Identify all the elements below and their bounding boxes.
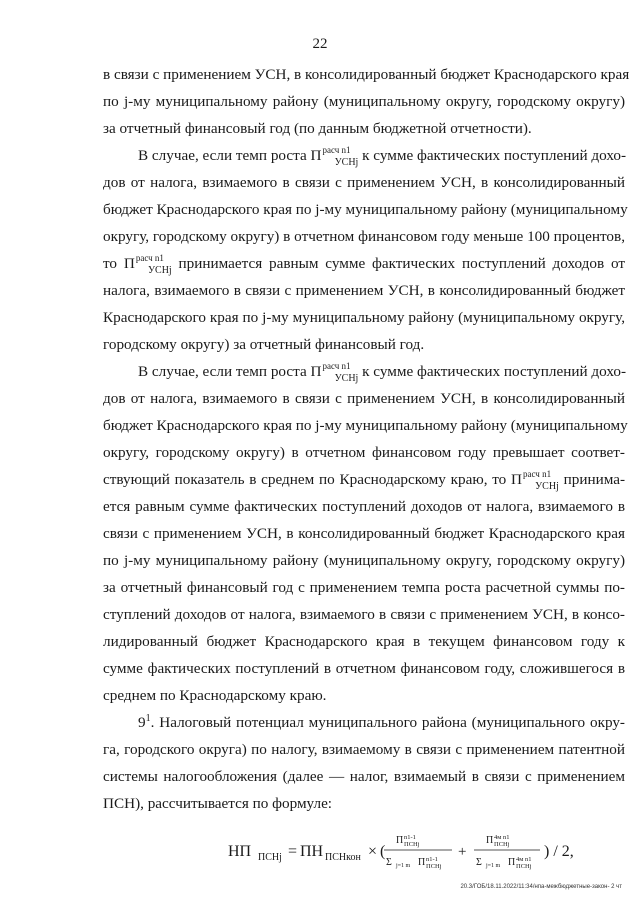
text-fragment: . Налоговый потенциал муниципального района (муниципального окру- (150, 714, 625, 731)
svg-text:n1-1: n1-1 (404, 834, 416, 841)
text-line: Краснодарского края по j-му муниципальному району (муниципальному округу, (103, 309, 625, 326)
text-line-with-symbol (103, 470, 625, 492)
formula-pn-sub: ПСНкон (325, 852, 361, 863)
formula-plus: + (458, 844, 467, 860)
text-fragment: ствующий показатель в среднем по Краснодарскому краю, то (103, 471, 507, 488)
svg-text:4м n1: 4м n1 (494, 834, 510, 841)
formula-np-psn (0, 828, 640, 878)
text-line: системы налогообложения (далее — налог, взимаемый в связи с применением (103, 768, 625, 785)
text-line: за отчетный финансовый год (по данным бюджетной отчетности). (103, 120, 532, 137)
text-line: среднем по Краснодарскому краю. (103, 687, 327, 704)
frac1-den-sum: Σ (386, 857, 392, 868)
svg-text:ПСНj: ПСНj (426, 863, 442, 870)
formula-lhs-sub: ПСНj (258, 852, 282, 863)
svg-text:ПСНj: ПСНj (494, 841, 510, 848)
svg-text:n1-1: n1-1 (426, 856, 438, 863)
footer-stamp: 20.3/ГОБ/18.11.2022/11:34/нпа-межбюджетные-закон- 2 чт (460, 884, 622, 890)
formula-times: × (368, 843, 378, 860)
text-line: связи с применением УСН, в консолидированный бюджет Краснодарского края (103, 525, 625, 542)
text-line: в связи с применением УСН, в консолидированный бюджет Краснодарского края (103, 66, 630, 83)
symbol-p-usn: $П^{расч n1}_{УСНj}$ (123, 253, 172, 276)
text-line: округу, городскому округу) в отчетном финансовом году меньше 100 процентов, (103, 228, 625, 245)
item-number: $9^1$ (138, 713, 151, 731)
text-line: лидированный бюджет Краснодарского края в текущем финансовом году к (103, 633, 625, 650)
symbol-p-usn: $П^{расч n1}_{УСНj}$ (310, 145, 359, 168)
svg-text:j=1 m: j=1 m (396, 863, 411, 869)
text-line-with-symbol (138, 362, 625, 384)
formula-eq: = (288, 843, 298, 860)
symbol-p-usn: $П^{расч n1}_{УСНj}$ (511, 469, 559, 492)
text-line: бюджет Краснодарского края по j-му муниципальному району (муниципальному (103, 201, 628, 218)
svg-text:ПСНj: ПСНj (516, 863, 532, 870)
svg-text:П: П (418, 857, 426, 868)
text-line: городскому округу) за отчетный финансовый год. (103, 336, 425, 353)
text-fragment: к сумме фактических поступлений дохо- (362, 147, 627, 164)
text-fragment: то (103, 255, 118, 272)
text-line: сумме фактических поступлений в отчетном финансовом году, сложившегося в (103, 660, 625, 677)
svg-text:(: ( (380, 843, 386, 860)
text-line-with-item (138, 713, 625, 735)
formula-tail: ) / 2, (544, 843, 574, 860)
svg-text:j=1 m: j=1 m (486, 863, 501, 869)
text-line: ется равным сумме фактических поступлений доходов от налога, взимаемого в (103, 498, 625, 515)
text-fragment: принимается равным сумме фактических поступлений доходов от (178, 255, 626, 272)
text-line: дов от налога, взимаемого в связи с применением УСН, в консолидированный (103, 174, 625, 191)
text-line-with-symbol (138, 146, 625, 168)
formula-pn: ПН (300, 843, 324, 860)
svg-text:4м n1: 4м n1 (516, 856, 532, 863)
text-line: дов от налога, взимаемого в связи с применением УСН, в консолидированный (103, 390, 625, 407)
text-line: округу, городскому округу) в отчетном финансовом году превышает соответ- (103, 444, 625, 461)
text-line: за отчетный финансовый год с применением темпа роста расчетной суммы по- (103, 579, 625, 596)
text-line: по j-му муниципальному району (муниципальному округу, городскому округу) (103, 552, 625, 569)
text-fragment: В случае, если темп роста (138, 363, 307, 380)
text-fragment: к сумме фактических поступлений дохо- (362, 363, 627, 380)
symbol-p-usn: $П^{расч n1}_{УСНj}$ (310, 361, 359, 384)
text-line: ступлений доходов от налога, взимаемого в связи с применением УСН, в консо- (103, 606, 625, 623)
text-line: га, городского округа) по налогу, взимаемому в связи с применением патентной (103, 741, 625, 758)
text-line: налога, взимаемого в связи с применением УСН, в консолидированный бюджет (103, 282, 625, 299)
text-line: бюджет Краснодарского края по j-му муниципальному району (муниципальному (103, 417, 628, 434)
frac2-num: П (486, 835, 494, 846)
svg-text:ПСНj: ПСНj (404, 841, 420, 848)
svg-text:П: П (508, 857, 516, 868)
frac2-den-sum: Σ (476, 857, 482, 868)
formula-lhs: НП (228, 843, 252, 860)
text-fragment: принима- (563, 471, 626, 488)
text-line: по j-му муниципальному району (муниципальному округу, городскому округу) (103, 93, 625, 110)
text-fragment: В случае, если темп роста (138, 147, 307, 164)
page-number: 22 (312, 36, 328, 52)
text-line-with-symbol (103, 254, 625, 276)
text-line: ПСН), рассчитывается по формуле: (103, 795, 333, 812)
frac1-num: П (396, 835, 404, 846)
